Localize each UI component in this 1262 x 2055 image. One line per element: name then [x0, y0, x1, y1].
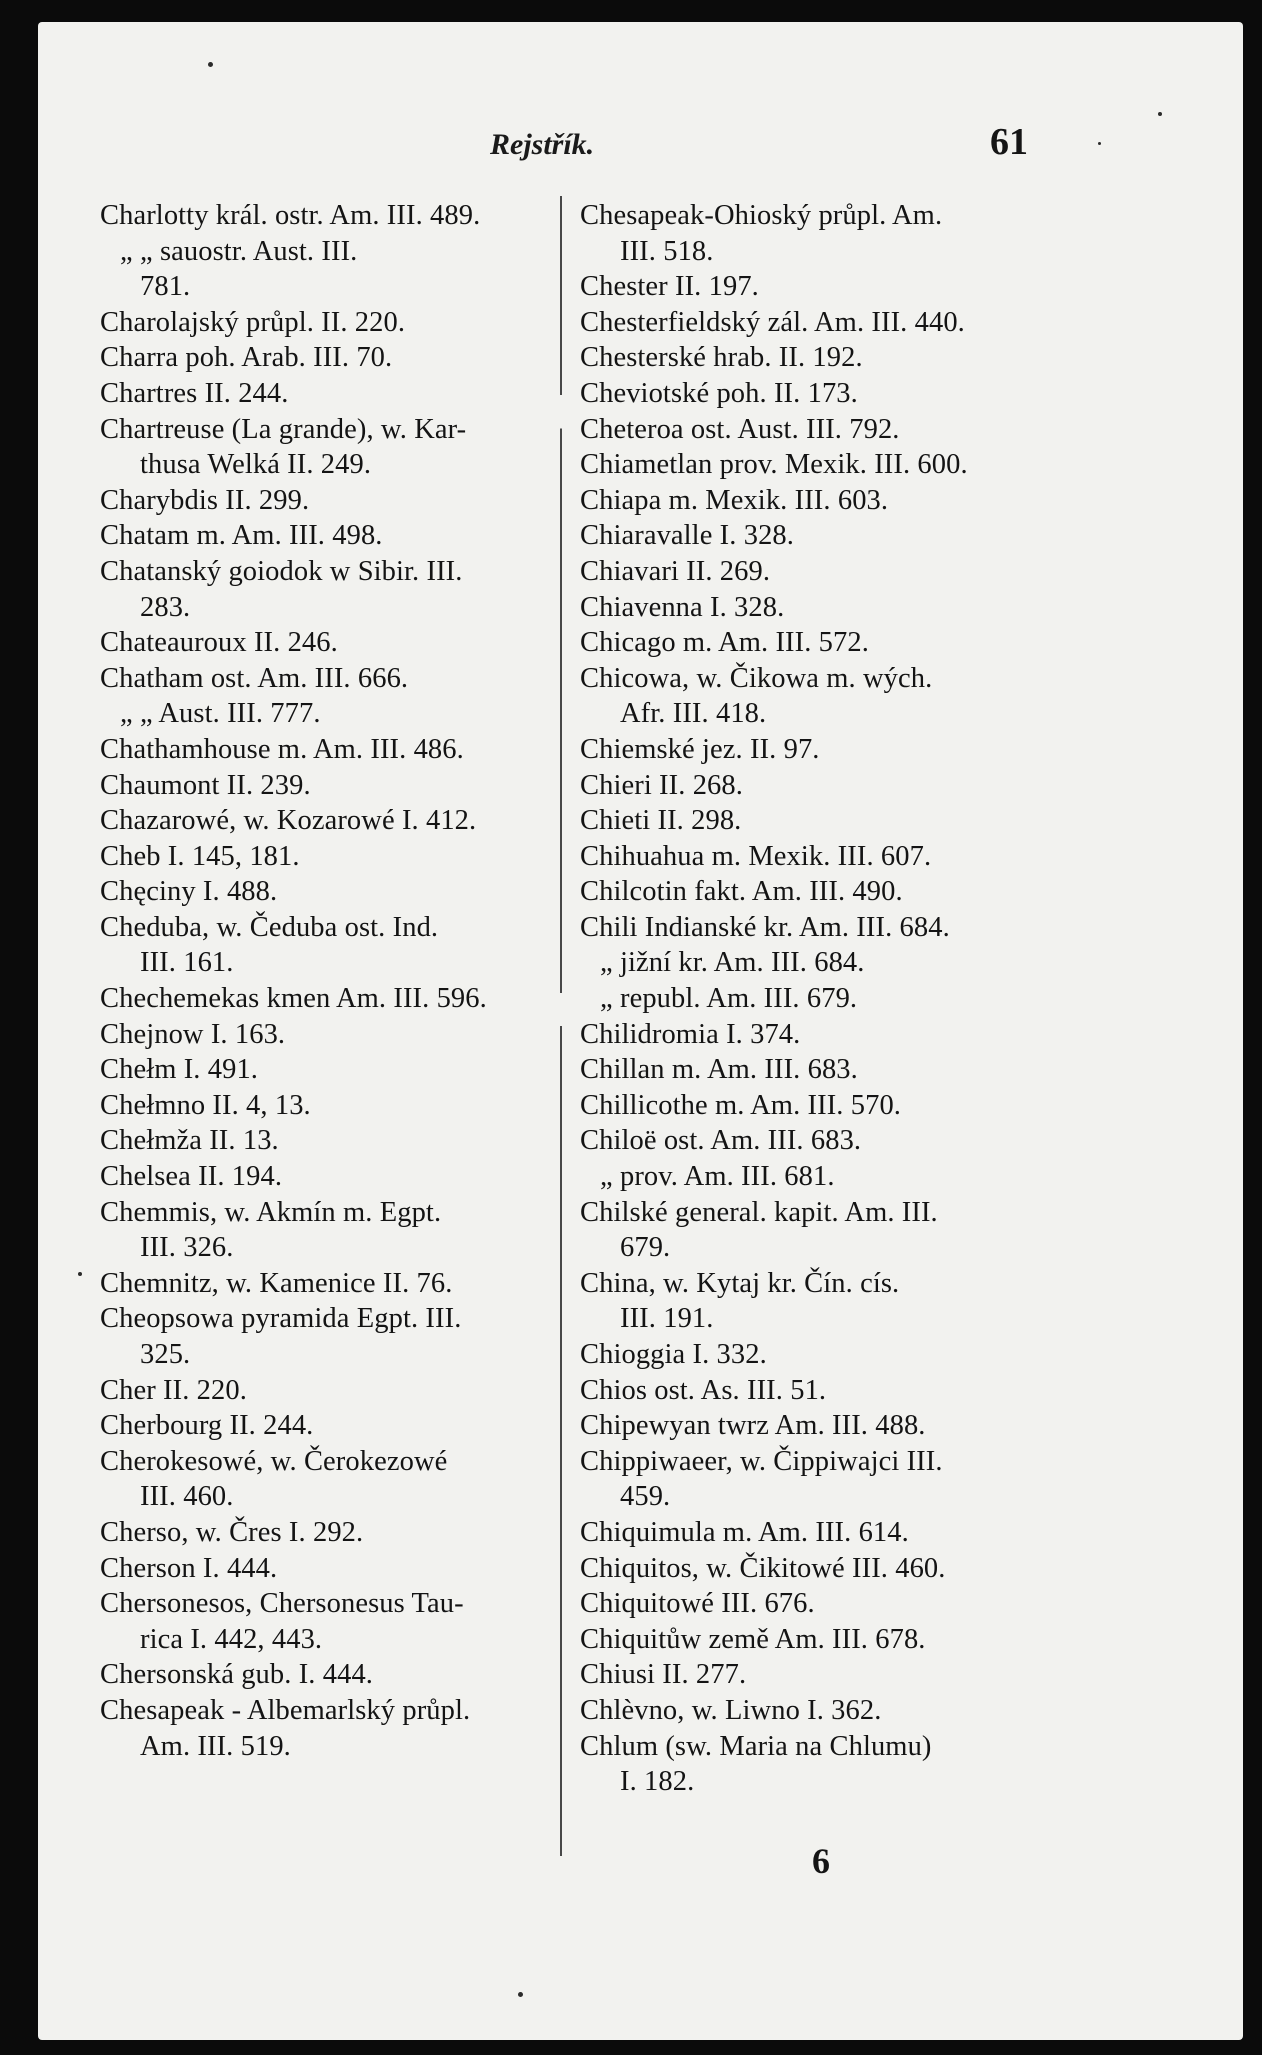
index-entry: Chesapeak - Albemarlský průpl. [100, 1694, 471, 1726]
dust-speck [1158, 112, 1162, 116]
index-entry: Chippiwaeer, w. Čippiwajci III. [580, 1445, 943, 1477]
running-title: Rejstřík. [490, 128, 595, 161]
index-entry: Chechemekas kmen Am. III. 596. [100, 983, 487, 1015]
index-entry: Chiquitowé III. 676. [580, 1588, 815, 1620]
index-entry-continuation: Am. III. 519. [140, 1730, 291, 1762]
index-entry: Charolajský průpl. II. 220. [100, 306, 406, 338]
index-entry: Chiquitůw země Am. III. 678. [580, 1623, 926, 1655]
index-entry-continuation: III. 518. [620, 235, 714, 267]
index-entry: Cheopsowa pyramida Egpt. III. [100, 1303, 462, 1335]
index-entry: Chesterfieldský zál. Am. III. 440. [580, 306, 965, 338]
index-entry: Chipewyan twrz Am. III. 488. [580, 1410, 926, 1442]
index-entry: Chillan m. Am. III. 683. [580, 1054, 858, 1086]
index-entry: Chiusi II. 277. [580, 1659, 747, 1691]
index-entry-continuation: 679. [620, 1232, 671, 1264]
index-entry: Chiavenna I. 328. [580, 591, 785, 623]
index-entry: Chęciny I. 488. [100, 876, 278, 908]
page-number: 61 [990, 121, 1028, 163]
index-entry: Cherso, w. Čres I. 292. [100, 1516, 364, 1548]
index-entry: Chicowa, w. Čikowa m. wých. [580, 662, 933, 694]
index-entry: Chiquitos, w. Čikitowé III. 460. [580, 1552, 946, 1584]
index-entry-continuation: III. 191. [620, 1303, 714, 1335]
dust-speck [518, 1992, 523, 1997]
index-entry: Cherokesowé, w. Čerokezowé [100, 1445, 448, 1477]
index-entry: Chios ost. As. III. 51. [580, 1374, 827, 1406]
dust-speck [78, 1272, 82, 1276]
index-entry: Chartres II. 244. [100, 377, 289, 409]
index-entry-continuation: Afr. III. 418. [620, 698, 767, 730]
index-entry: Chlum (sw. Maria na Chlumu) [580, 1730, 932, 1762]
index-entry: Chesterské hrab. II. 192. [580, 342, 863, 374]
index-entry: Charlotty král. ostr. Am. III. 489. [100, 200, 481, 231]
index-entry: Cheteroa ost. Aust. III. 792. [580, 413, 900, 445]
index-entry: Cheduba, w. Čeduba ost. Ind. [100, 911, 439, 943]
index-entry: Chiametlan prov. Mexik. III. 600. [580, 449, 968, 481]
index-entry: Chemnitz, w. Kamenice II. 76. [100, 1267, 453, 1299]
index-entry: Chelsea II. 194. [100, 1161, 283, 1193]
index-entry: Chełmno II. 4, 13. [100, 1089, 311, 1121]
index-entry-continuation: III. 161. [140, 947, 234, 979]
index-entry-continuation: 325. [140, 1339, 191, 1370]
index-entry: Chlèvno, w. Liwno I. 362. [580, 1694, 882, 1726]
index-entry: Chilidromia I. 374. [580, 1018, 801, 1050]
index-entry-continuation: 781. [140, 271, 191, 303]
index-entry: Chełm I. 491. [100, 1054, 259, 1086]
index-entry-continuation: 459. [620, 1481, 671, 1513]
index-entry: Chaumont II. 239. [100, 769, 311, 801]
index-entry-continuation: III. 460. [140, 1481, 234, 1513]
index-entry: „ republ. Am. III. 679. [600, 983, 858, 1015]
index-entry: Chieti II. 298. [580, 805, 742, 837]
index-entry: Chiemské jez. II. 97. [580, 733, 820, 765]
dust-speck [1098, 142, 1101, 145]
index-entry: Chemmis, w. Akmín m. Egpt. [100, 1196, 442, 1228]
index-entry: Cherbourg II. 244. [100, 1410, 314, 1442]
index-entry: Chersonská gub. I. 444. [100, 1659, 374, 1691]
index-entry: Chester II. 197. [580, 271, 759, 303]
index-entry: Chathamhouse m. Am. III. 486. [100, 733, 464, 765]
index-entry: Chili Indianské kr. Am. III. 684. [580, 911, 950, 943]
index-entry: Chateauroux II. 246. [100, 627, 338, 659]
index-entry: China, w. Kytaj kr. Čín. cís. [580, 1267, 900, 1299]
index-entry: Chiquimula m. Am. III. 614. [580, 1516, 909, 1548]
index-entry: „ jižní kr. Am. III. 684. [600, 947, 865, 979]
signature-mark: 6 [812, 1841, 830, 1881]
index-entry: Chilské general. kapit. Am. III. [580, 1196, 938, 1228]
index-entry: Chiapa m. Mexik. III. 603. [580, 484, 889, 516]
index-entry: Chersonesos, Chersonesus Tau- [100, 1588, 464, 1620]
index-entry: Chicago m. Am. III. 572. [580, 627, 869, 659]
index-entry: Chiaravalle I. 328. [580, 520, 794, 552]
index-entry: Cherson I. 444. [100, 1552, 278, 1584]
index-entry: Chatanský goiodok w Sibir. III. [100, 555, 463, 587]
index-entry: Chatham ost. Am. III. 666. [100, 662, 409, 694]
index-entry: Chieri II. 268. [580, 769, 743, 801]
index-entry: Charybdis II. 299. [100, 484, 310, 516]
index-entry: Chartreuse (La grande), w. Kar- [100, 413, 467, 445]
index-column-left [100, 198, 580, 1764]
index-entry: Chihuahua m. Mexik. III. 607. [580, 840, 932, 872]
index-entry-continuation: III. 326. [140, 1232, 234, 1264]
index-entry: Cher II. 220. [100, 1374, 247, 1406]
index-column-right [580, 198, 1060, 1800]
index-entry: Charra poh. Arab. III. 70. [100, 342, 393, 374]
index-entry-continuation: 283. [140, 591, 191, 623]
index-entry: Chejnow I. 163. [100, 1018, 286, 1050]
index-entry: Chilcotin fakt. Am. III. 490. [580, 876, 903, 908]
index-entry: „ prov. Am. III. 681. [600, 1161, 835, 1193]
index-entry: Chillicothe m. Am. III. 570. [580, 1089, 902, 1121]
index-entry: „ „ sauostr. Aust. III. [120, 235, 358, 267]
index-entry: Cheviotské poh. II. 173. [580, 377, 858, 409]
index-entry-continuation: I. 182. [620, 1766, 695, 1798]
index-entry: Chełmža II. 13. [100, 1125, 279, 1157]
index-entry: „ „ Aust. III. 777. [120, 698, 321, 730]
index-entry-continuation: rica I. 442, 443. [140, 1623, 323, 1655]
index-entry-continuation: thusa Welká II. 249. [140, 449, 372, 481]
index-entry: Chioggia I. 332. [580, 1339, 767, 1370]
index-entry: Chazarowé, w. Kozarowé I. 412. [100, 805, 477, 837]
index-entry: Chiloë ost. Am. III. 683. [580, 1125, 862, 1157]
index-entry: Chesapeak-Ohioský průpl. Am. [580, 200, 943, 231]
dust-speck [208, 62, 213, 67]
index-entry: Chatam m. Am. III. 498. [100, 520, 383, 552]
index-entry: Chiavari II. 269. [580, 555, 771, 587]
index-entry: Cheb I. 145, 181. [100, 840, 300, 872]
